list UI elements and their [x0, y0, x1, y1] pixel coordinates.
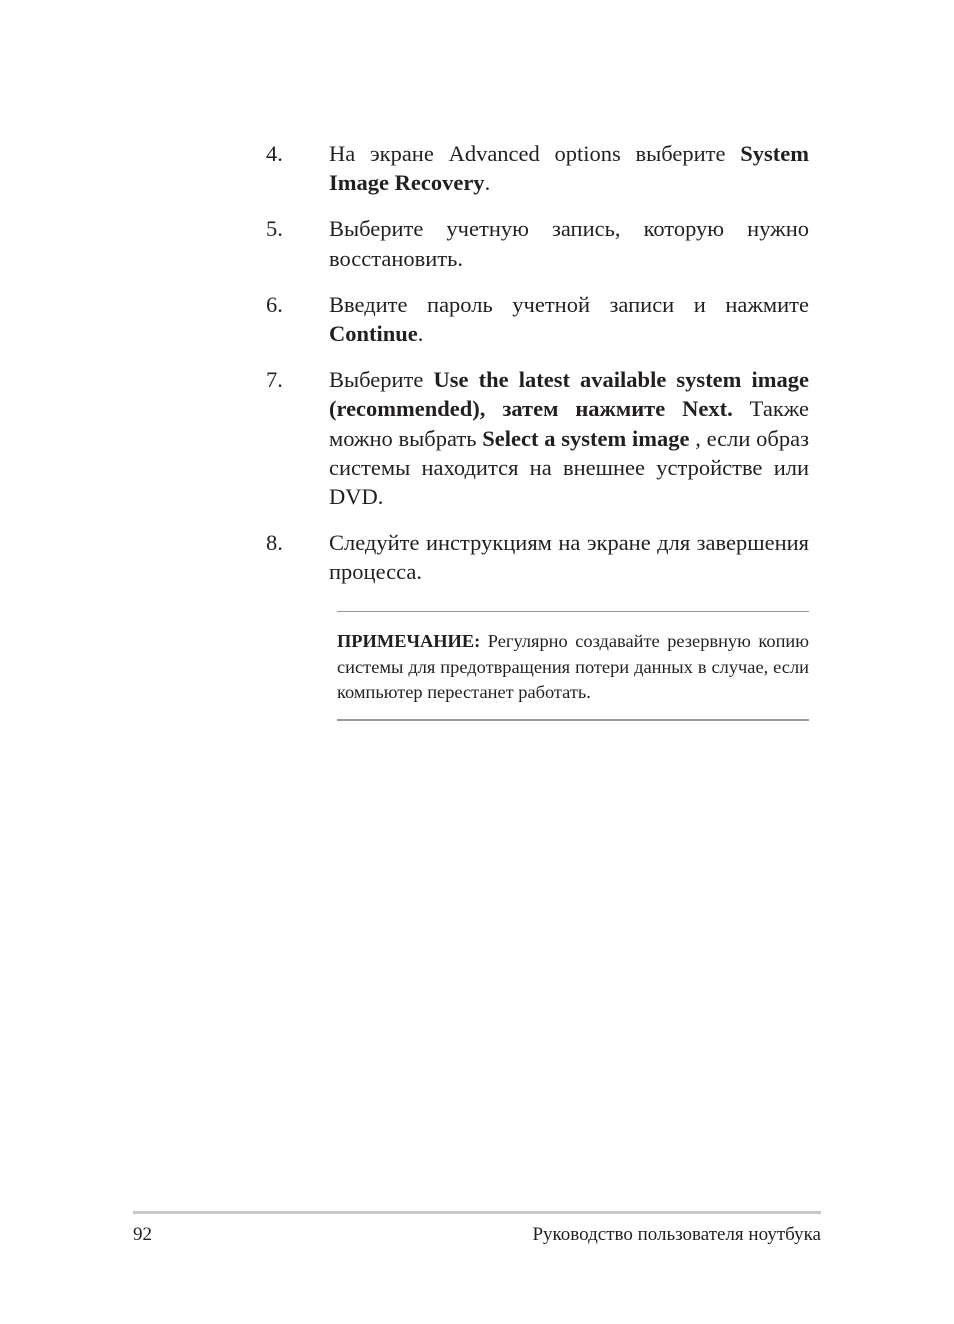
instruction-steps	[266, 139, 809, 604]
step-item	[266, 365, 809, 511]
step-text: На экране Advanced options выберите System Image Recovery.	[329, 141, 809, 196]
step-item	[266, 214, 809, 272]
note-box	[337, 611, 809, 721]
step-number: 5.	[266, 216, 283, 242]
step-text: Выберите Use the latest available system image (recommended), затем нажмите Next. Также можно выбрать Select a system image , если образ системы находится на внешнее устройстве или DVD.	[329, 367, 810, 510]
footer-divider	[133, 1211, 821, 1214]
step-number: 4.	[266, 141, 283, 166]
step-number: 6.	[266, 291, 283, 317]
step-item	[266, 139, 809, 197]
step-number: 7.	[266, 367, 283, 393]
step-text: Следуйте инструкциям на экране для завершения процесса.	[329, 530, 809, 585]
step-number: 8.	[266, 530, 283, 556]
note-text: Регулярно создавайте резервную копию системы для предотвращения потери данных в случае, если компьютер перестанет работать.	[337, 631, 809, 702]
step-text: Выберите учетную запись, которую нужно восстановить.	[329, 216, 809, 271]
page-number: 92	[133, 1224, 152, 1245]
note-paragraph	[337, 629, 809, 706]
step-item	[266, 528, 809, 586]
step-text: Введите пароль учетной записи и нажмите Continue.	[329, 291, 809, 347]
step-item	[266, 290, 809, 348]
note-label: ПРИМЕЧАНИЕ:	[337, 631, 481, 651]
footer-title: Руководство пользователя ноутбука	[532, 1224, 821, 1245]
